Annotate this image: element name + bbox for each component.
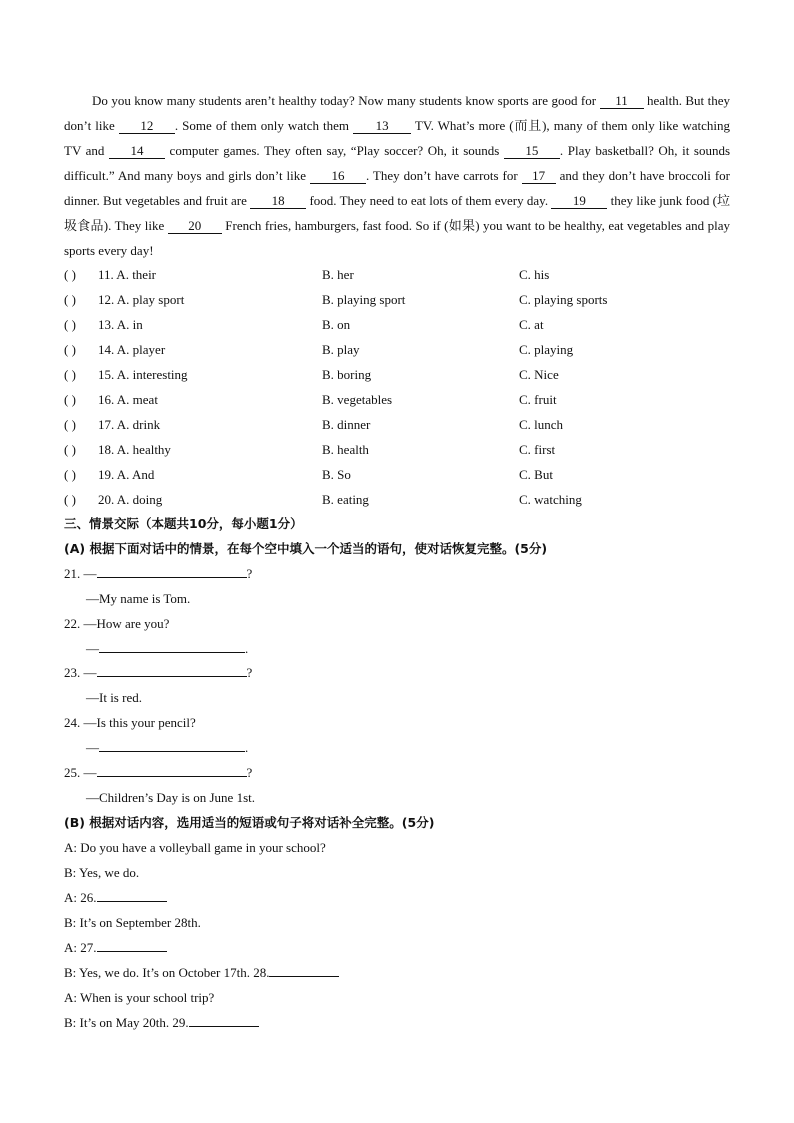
- option-c: C. But: [519, 467, 553, 482]
- option-b: B. health: [322, 442, 369, 457]
- question-punct: ?: [246, 566, 253, 581]
- answer-25: —Children’s Day is on June 1st.: [86, 790, 255, 805]
- option-a: 20. A. doing: [98, 492, 163, 507]
- answer-blank-28[interactable]: [269, 963, 339, 977]
- cloze-passage: [64, 88, 730, 263]
- answer-punct: .: [245, 641, 249, 656]
- blank-11[interactable]: 11: [600, 93, 644, 109]
- blank-19[interactable]: 19: [551, 193, 607, 209]
- passage-paragraph: [64, 88, 730, 263]
- answer-paren[interactable]: ( ): [64, 292, 76, 307]
- question-label: 25. —: [64, 765, 97, 780]
- dialog-line: A: Do you have a volleyball game in your school?: [64, 840, 326, 855]
- dialog-line: [64, 963, 339, 983]
- blank-18[interactable]: 18: [250, 193, 306, 209]
- passage-text: health. But they don’t like: [64, 93, 730, 133]
- option-a: 12. A. play sport: [98, 292, 185, 307]
- question-label: 23. —: [64, 665, 97, 680]
- answer-22: [86, 639, 248, 659]
- option-row: [64, 462, 744, 487]
- dialog-line: [64, 938, 167, 958]
- answer-blank-24[interactable]: [99, 738, 245, 752]
- dash: —: [86, 641, 99, 656]
- answer-23: —It is red.: [86, 690, 142, 705]
- option-row: [64, 337, 744, 362]
- option-row: [64, 412, 744, 437]
- answer-21: —My name is Tom.: [86, 591, 191, 606]
- answer-24: [86, 738, 248, 758]
- dialog-line: A: When is your school trip?: [64, 990, 215, 1005]
- passage-text: . Play basketball? Oh, it sounds difficult.” And many boys and girls don’t like: [64, 143, 731, 183]
- dash: —: [86, 740, 99, 755]
- dialog-line: B: It’s on September 28th.: [64, 915, 201, 930]
- dialog-line: [64, 888, 167, 908]
- option-c: C. fruit: [519, 392, 557, 407]
- question-punct: ?: [246, 765, 253, 780]
- option-row: [64, 362, 744, 387]
- option-a: 14. A. player: [98, 342, 166, 357]
- section-title: 三、情景交际（本题共10分，每小题1分）: [64, 516, 303, 531]
- answer-paren[interactable]: ( ): [64, 342, 76, 357]
- passage-text: French fries, hamburgers, fast food. So if (如果) you want to be healthy, eat vegetables and play sports every day!: [64, 218, 730, 258]
- answer-blank-23[interactable]: [97, 663, 247, 677]
- blank-15[interactable]: 15: [504, 143, 560, 159]
- answer-paren[interactable]: ( ): [64, 417, 76, 432]
- question-24: 24. —Is this your pencil?: [64, 715, 196, 730]
- question-22: 22. —How are you?: [64, 616, 170, 631]
- part-b-instruction: (B) 根据对话内容，选用适当的短语或句子将对话补全完整。(5分): [64, 815, 435, 830]
- option-c: C. lunch: [519, 417, 564, 432]
- answer-punct: .: [245, 740, 249, 755]
- option-b: B. eating: [322, 492, 369, 507]
- option-row: [64, 437, 744, 462]
- blank-20[interactable]: 20: [168, 218, 222, 234]
- answer-blank-22[interactable]: [99, 639, 245, 653]
- blank-12[interactable]: 12: [119, 118, 175, 134]
- blank-14[interactable]: 14: [109, 143, 165, 159]
- option-b: B. boring: [322, 367, 372, 382]
- option-row: [64, 287, 744, 312]
- dialog-text: B: Yes, we do. It’s on October 17th. 28.: [64, 965, 270, 980]
- answer-paren[interactable]: ( ): [64, 442, 76, 457]
- option-b: B. her: [322, 267, 354, 282]
- passage-text: Do you know many students aren’t healthy today? Now many students know sports are good for: [92, 93, 597, 108]
- option-c: C. playing sports: [519, 292, 608, 307]
- option-row: [64, 487, 744, 512]
- option-a: 16. A. meat: [98, 392, 158, 407]
- passage-text: . They don’t have carrots for: [365, 168, 518, 183]
- question-25: [64, 763, 252, 783]
- answer-paren[interactable]: ( ): [64, 317, 76, 332]
- option-a: 19. A. And: [98, 467, 155, 482]
- answer-paren[interactable]: ( ): [64, 392, 76, 407]
- blank-13[interactable]: 13: [353, 118, 411, 134]
- option-c: C. watching: [519, 492, 582, 507]
- question-punct: ?: [246, 665, 253, 680]
- dialog-text: A: 26.: [64, 890, 97, 905]
- option-a: 13. A. in: [98, 317, 143, 332]
- option-a: 11. A. their: [98, 267, 157, 282]
- option-a: 18. A. healthy: [98, 442, 171, 457]
- option-row: [64, 262, 744, 287]
- passage-text: they like junk food (垃圾食品). They like: [64, 193, 731, 233]
- option-c: C. his: [519, 267, 550, 282]
- blank-16[interactable]: 16: [310, 168, 366, 184]
- question-label: 21. —: [64, 566, 97, 581]
- dialog-text: B: It’s on May 20th. 29.: [64, 1015, 189, 1030]
- question-23: [64, 663, 252, 683]
- answer-paren[interactable]: ( ): [64, 267, 76, 282]
- dialog-line: [64, 1013, 259, 1033]
- option-a: 15. A. interesting: [98, 367, 188, 382]
- passage-text: computer games. They often say, “Play soccer? Oh, it sounds: [169, 143, 500, 158]
- option-b: B. playing sport: [322, 292, 406, 307]
- blank-17[interactable]: 17: [522, 168, 556, 184]
- answer-blank-25[interactable]: [97, 763, 247, 777]
- dialog-line: B: Yes, we do.: [64, 865, 140, 880]
- dialog-text: A: 27.: [64, 940, 97, 955]
- answer-paren[interactable]: ( ): [64, 367, 76, 382]
- option-b: B. dinner: [322, 417, 371, 432]
- option-b: B. So: [322, 467, 351, 482]
- option-c: C. playing: [519, 342, 574, 357]
- passage-text: and they don’t have broccoli for dinner. But vegetables and fruit are: [64, 168, 731, 208]
- option-row: [64, 312, 744, 337]
- option-c: C. first: [519, 442, 556, 457]
- option-c: C. Nice: [519, 367, 559, 382]
- option-row: [64, 387, 744, 412]
- options-list: [64, 262, 744, 512]
- part-a-instruction: (A) 根据下面对话中的情景，在每个空中填入一个适当的语句，使对话恢复完整。(5分): [64, 541, 548, 556]
- passage-text: food. They need to eat lots of them every day.: [309, 193, 549, 208]
- answer-blank-26[interactable]: [97, 888, 167, 902]
- answer-blank-21[interactable]: [97, 564, 247, 578]
- option-b: B. on: [322, 317, 351, 332]
- passage-text: TV. What’s more (而且), many of them only like watching TV and: [64, 118, 730, 158]
- question-21: [64, 564, 252, 584]
- passage-text: . Some of them only watch them: [174, 118, 350, 133]
- option-b: B. vegetables: [322, 392, 393, 407]
- answer-blank-27[interactable]: [97, 938, 167, 952]
- answer-blank-29[interactable]: [189, 1013, 259, 1027]
- answer-paren[interactable]: ( ): [64, 492, 76, 507]
- option-b: B. play: [322, 342, 360, 357]
- option-a: 17. A. drink: [98, 417, 161, 432]
- answer-paren[interactable]: ( ): [64, 467, 76, 482]
- option-c: C. at: [519, 317, 544, 332]
